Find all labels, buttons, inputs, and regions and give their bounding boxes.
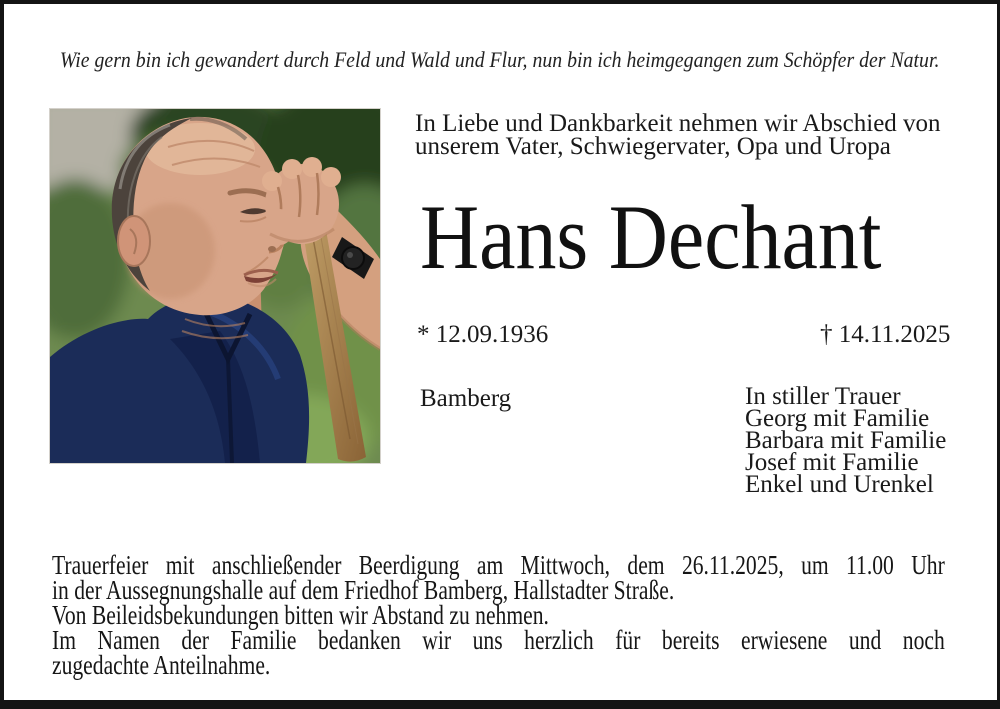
funeral-line: Von Beileidsbekundungen bitten wir Abstand zu nehmen. <box>52 600 549 630</box>
deceased-name: Hans Dechant <box>420 186 882 288</box>
epigraph-row <box>0 49 1000 72</box>
mourner-entry: Barbara mit Familie <box>745 427 947 454</box>
epigraph-text: Wie gern bin ich gewandert durch Feld und Wald und Flur, nun bin ich heimgegangen zum Schöpfer der Natur. <box>60 47 940 72</box>
mourner-entry: Enkel und Urenkel <box>745 471 934 498</box>
mourners-heading: In stiller Trauer <box>745 383 901 410</box>
mourners-list <box>745 383 947 498</box>
portrait-photo <box>49 108 381 464</box>
death-date: † 14.11.2025 <box>820 321 951 348</box>
funeral-notice-paragraph <box>52 550 945 680</box>
intro-line-1: In Liebe und Dankbarkeit nehmen wir Abschied von <box>415 110 941 137</box>
funeral-line: Trauerfeier mit anschließender Beerdigung am Mittwoch, dem 26.11.2025, um 11.00 Uhr <box>52 550 945 580</box>
mourner-entry: Josef mit Familie <box>745 449 919 476</box>
mourner-entry: Georg mit Familie <box>745 405 930 432</box>
intro-text <box>415 112 941 158</box>
funeral-line: zugedachte Anteilnahme. <box>52 650 271 680</box>
portrait-illustration <box>50 109 380 463</box>
birth-date: * 12.09.1936 <box>417 321 549 348</box>
funeral-line: Im Namen der Familie bedanken wir uns herzlich für bereits erwiesene und noch <box>52 625 945 655</box>
funeral-line: in der Aussegnungshalle auf dem Friedhof Bamberg, Hallstadter Straße. <box>52 575 675 605</box>
place-of-mourning: Bamberg <box>420 385 512 412</box>
photo-ear <box>118 216 150 266</box>
intro-line-2: unserem Vater, Schwiegervater, Opa und Uropa <box>415 133 891 160</box>
